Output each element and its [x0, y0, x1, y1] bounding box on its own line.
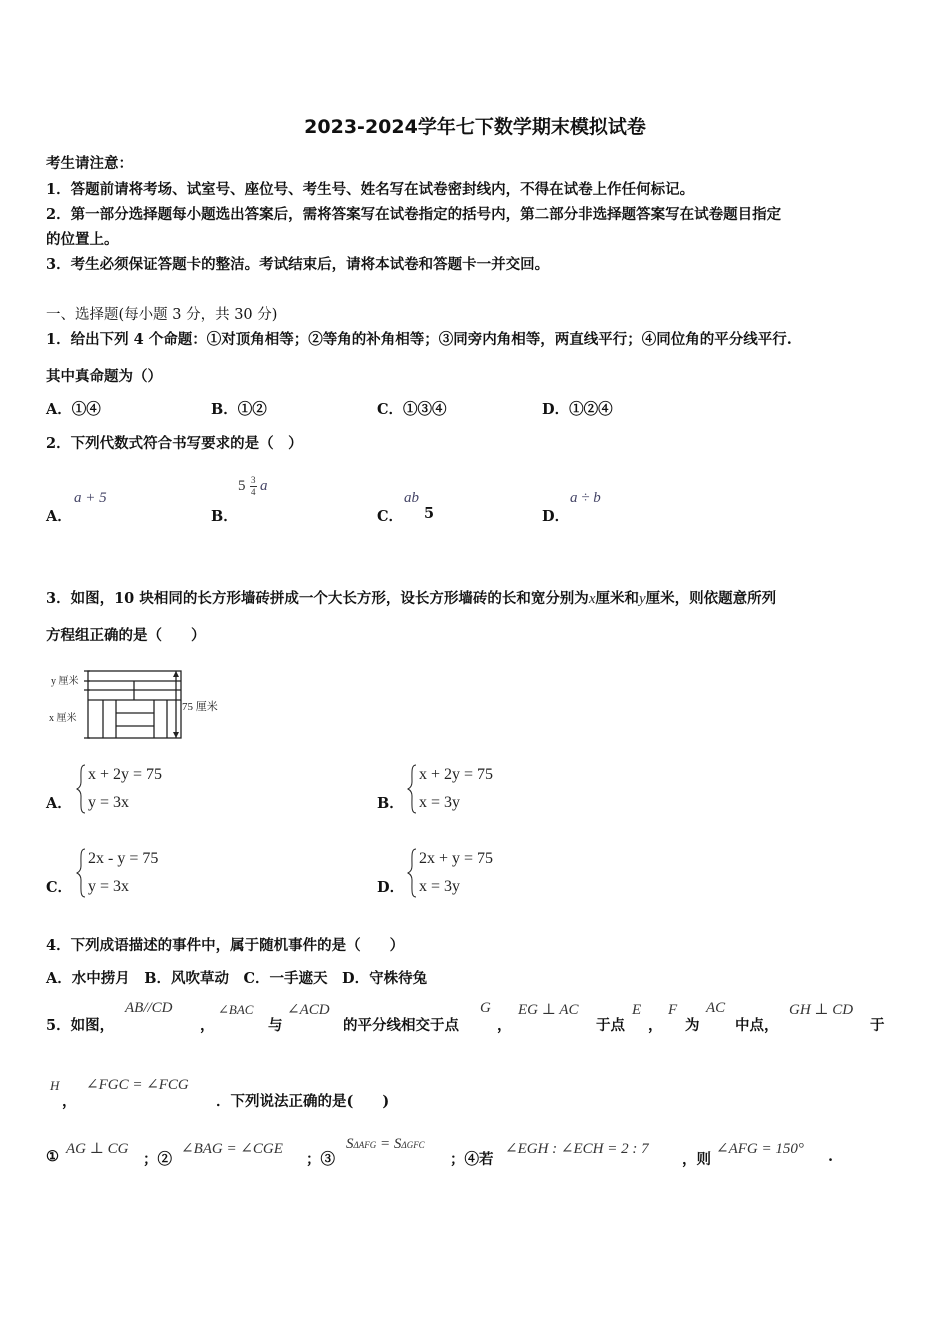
q3-c-eq2: y = 3x — [88, 878, 130, 895]
q3-stem-part3: 厘米，则依题意所列 — [645, 590, 777, 607]
q3-stem-part2: 厘米和 — [595, 590, 639, 607]
q3-b-eq1: x + 2y = 75 — [419, 766, 494, 783]
q2-label-b: B． — [211, 508, 238, 525]
q3-label-d: D． — [377, 879, 405, 896]
q2-option-c-tail: 5 — [424, 505, 435, 522]
q3-label-c: C． — [46, 879, 73, 896]
q3-label-b: B． — [377, 795, 404, 812]
figure-x-label: x 厘米 — [49, 713, 77, 724]
q3-d-eq2: x = 3y — [419, 878, 461, 895]
q2-option-c-expr: ab — [404, 490, 419, 506]
q5-comma-1: ， — [200, 1017, 215, 1034]
q5-c3: ；③ — [306, 1151, 335, 1168]
q3-label-a: A． — [46, 795, 72, 812]
q5-text-yu: 与 — [268, 1017, 283, 1034]
q5-comma-2: ， — [497, 1017, 512, 1034]
q1-stem-cont: 其中真命题为（） — [46, 368, 162, 385]
q5-point-e: E — [632, 1002, 642, 1018]
brace-icon — [407, 764, 417, 814]
q3-a-eq2: y = 3x — [88, 794, 130, 811]
q5-expr-gh-perp-cd: GH ⊥ CD — [789, 1002, 854, 1018]
q5-text-wei: 为 — [685, 1017, 700, 1034]
q5-c2: ；② — [143, 1151, 172, 1168]
q5-expr-angle-bac: ∠BAC — [218, 1002, 254, 1017]
q5-stmt-ag-perp-cg: AG ⊥ CG — [66, 1141, 129, 1157]
height-arrow-up — [173, 671, 179, 677]
height-arrow-down — [173, 732, 179, 738]
q5-expr-angle-acd: ∠ACD — [287, 1002, 330, 1018]
area-s-1: S — [346, 1136, 354, 1152]
q1-stem: 1．给出下列 4 个命题：①对顶角相等；②等角的补角相等；③同旁内角相等，两直线平行；④同位角的平分线平行. — [46, 331, 792, 348]
figure-y-label: y 厘米 — [51, 676, 79, 687]
q2-label-c: C． — [377, 508, 404, 525]
q5-c4: ；④若 — [450, 1151, 494, 1168]
q3-stem-part1: 3．如图，10 块相同的长方形墙砖拼成一个大长方形，设长方形墙砖的长和宽分别为 — [46, 590, 589, 607]
q1-option-d: D．①②④ — [542, 401, 613, 418]
q5-point-g: G — [480, 1000, 491, 1016]
q5-comma-4: ， — [62, 1093, 77, 1110]
q2-option-a-expr: a + 5 — [74, 490, 107, 506]
q1-option-a: A．①④ — [46, 401, 101, 418]
q4-options: A．水中捞月 B．风吹草动 C．一手遮天 D．守株待兔 — [46, 970, 428, 987]
q3-b-eq2: x = 3y — [419, 794, 461, 811]
q5-expr-fgc-eq-fcg: ∠FGC = ∠FCG — [86, 1077, 189, 1093]
q5-prefix: 5．如图， — [46, 1017, 115, 1034]
q5-expr-eg-perp-ac: EG ⊥ AC — [518, 1002, 579, 1018]
q3-var-y: y — [638, 591, 646, 607]
exam-title: 2023-2024学年七下数学期末模拟试卷 — [304, 116, 646, 138]
q5-text-yu2: 于 — [870, 1017, 885, 1034]
notice-item-1: 1．答题前请将考场、试室号、座位号、考生号、姓名写在试卷密封线内，不得在试卷上作任何标记。 — [46, 181, 695, 198]
q5-segment-ac: AC — [706, 1000, 726, 1016]
notice-item-2-cont: 的位置上。 — [46, 231, 119, 248]
q5-stmt-area-equal — [346, 1136, 425, 1153]
figure-height-label: 75 厘米 — [182, 701, 218, 713]
notice-item-2: 2．第一部分选择题每小题选出答案后，需将答案写在试卷指定的括号内，第二部分非选择题答案写在试卷题目指定 — [46, 206, 782, 223]
q2-b-whole: 5 — [238, 478, 246, 494]
q5-which-correct: ．下列说法正确的是( ) — [216, 1093, 390, 1110]
q5-c5: ，则 — [682, 1151, 711, 1168]
section-heading: 一、选择题(每小题 3 分，共 30 分) — [46, 307, 278, 323]
notice-heading: 考生请注意： — [46, 155, 133, 172]
q2-label-a: A． — [46, 508, 72, 525]
q1-option-c: C．①③④ — [377, 401, 447, 418]
area-sub-gfc: ΔGFC — [401, 1140, 425, 1150]
q4-stem: 4．下列成语描述的事件中，属于随机事件的是（ ） — [46, 937, 405, 954]
q5-expr-ab-parallel-cd: AB//CD — [125, 1000, 173, 1016]
q3-stem-cont: 方程组正确的是（ ） — [46, 627, 206, 644]
q5-point-f: F — [668, 1002, 678, 1018]
q2-stem: 2．下列代数式符合书写要求的是（ ） — [46, 435, 303, 452]
q2-b-numerator: 3 — [251, 475, 256, 485]
brace-icon — [407, 848, 417, 898]
q5-stmt-ratio: ∠EGH : ∠ECH = 2 : 7 — [505, 1141, 649, 1157]
notice-item-3: 3．考生必须保证答题卡的整洁。考试结束后，请将本试卷和答题卡一并交回。 — [46, 256, 550, 273]
area-eq-s-2: = S — [376, 1136, 402, 1152]
q5-text-mid: 中点， — [735, 1017, 779, 1034]
brace-icon — [76, 764, 86, 814]
q3-d-eq1: 2x + y = 75 — [419, 850, 494, 867]
q2-option-d-expr: a ÷ b — [570, 490, 601, 506]
q1-option-b: B．①② — [211, 401, 267, 418]
brace-icon — [76, 848, 86, 898]
q3-c-eq1: 2x - y = 75 — [88, 850, 159, 867]
q5-point-h: H — [50, 1078, 60, 1093]
q5-stmt-bag-eq-cge: ∠BAG = ∠CGE — [181, 1141, 283, 1157]
q2-b-denominator: 4 — [251, 487, 256, 497]
q5-end-period: . — [828, 1148, 834, 1165]
q5-stmt-afg-150: ∠AFG = 150° — [716, 1141, 804, 1157]
area-sub-afg: ΔAFG — [353, 1140, 377, 1150]
q3-a-eq1: x + 2y = 75 — [88, 766, 163, 783]
q3-var-x: x — [588, 591, 596, 607]
q2-label-d: D． — [542, 508, 570, 525]
q3-brick-figure — [48, 665, 238, 745]
q2-b-var: a — [260, 478, 268, 494]
q5-text-bisect: 的平分线相交于点 — [343, 1017, 459, 1034]
q5-comma-3: ， — [648, 1017, 663, 1034]
q5-c1: ① — [46, 1148, 59, 1165]
q5-text-yudian: 于点 — [596, 1017, 625, 1034]
q3-stem — [46, 587, 776, 608]
